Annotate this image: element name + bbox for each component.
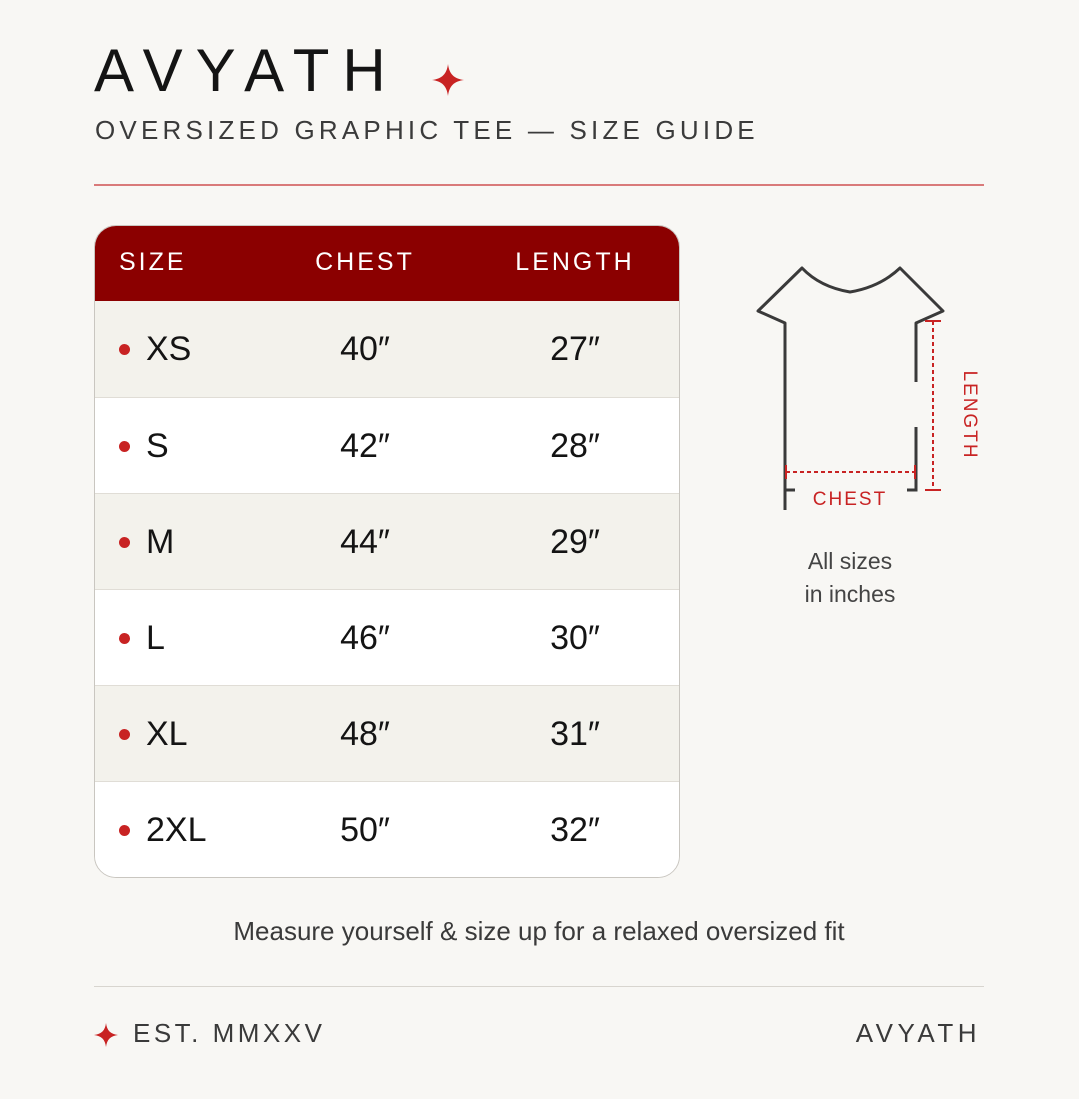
chest-cell: 44″ (340, 523, 390, 561)
brand-title: AVYATH (94, 37, 399, 104)
established-text: EST. MMXXV (133, 1018, 326, 1048)
tshirt-measurement-icon (740, 255, 1000, 515)
table-row (95, 301, 679, 397)
size-cell: L (146, 619, 165, 657)
column-header-size: SIZE (119, 248, 187, 276)
page-subtitle: OVERSIZED GRAPHIC TEE — SIZE GUIDE (95, 115, 759, 145)
length-label: LENGTH (959, 370, 980, 460)
table-row (95, 493, 679, 589)
chest-label: CHEST (812, 489, 888, 510)
size-cell: S (146, 427, 169, 465)
size-cell: 2XL (146, 811, 207, 849)
units-note-line-2: in inches (804, 581, 896, 607)
chest-cell: 48″ (340, 715, 390, 753)
table-row (95, 781, 679, 877)
table-row (95, 589, 679, 685)
length-cell: 29″ (550, 523, 600, 561)
chest-cell: 50″ (340, 811, 390, 849)
table-row (95, 685, 679, 781)
size-cell: XS (146, 330, 192, 368)
table-row (95, 397, 679, 493)
length-cell: 32″ (550, 811, 600, 849)
chest-cell: 46″ (340, 619, 390, 657)
units-note (760, 545, 940, 611)
table-header (95, 226, 679, 301)
column-header-length: LENGTH (515, 248, 635, 276)
footer-brand: AVYATH (855, 1018, 981, 1048)
four-point-star-icon (94, 1023, 118, 1047)
fit-tagline: Measure yourself & size up for a relaxed oversized fit (233, 916, 845, 946)
size-cell: M (146, 523, 175, 561)
size-table (94, 225, 680, 878)
length-cell: 27″ (550, 330, 600, 368)
length-cell: 30″ (550, 619, 600, 657)
chest-cell: 40″ (340, 330, 390, 368)
four-point-star-icon (432, 64, 464, 96)
units-note-line-1: All sizes (807, 548, 893, 574)
footer-divider (94, 986, 984, 987)
bullet-dot (119, 441, 130, 452)
bullet-dot (119, 633, 130, 644)
divider (94, 184, 984, 186)
length-cell: 28″ (550, 427, 600, 465)
bullet-dot (119, 729, 130, 740)
chest-cell: 42″ (340, 427, 390, 465)
bullet-dot (119, 344, 130, 355)
length-cell: 31″ (550, 715, 600, 753)
column-header-chest: CHEST (315, 248, 415, 276)
size-cell: XL (146, 715, 188, 753)
bullet-dot (119, 537, 130, 548)
bullet-dot (119, 825, 130, 836)
